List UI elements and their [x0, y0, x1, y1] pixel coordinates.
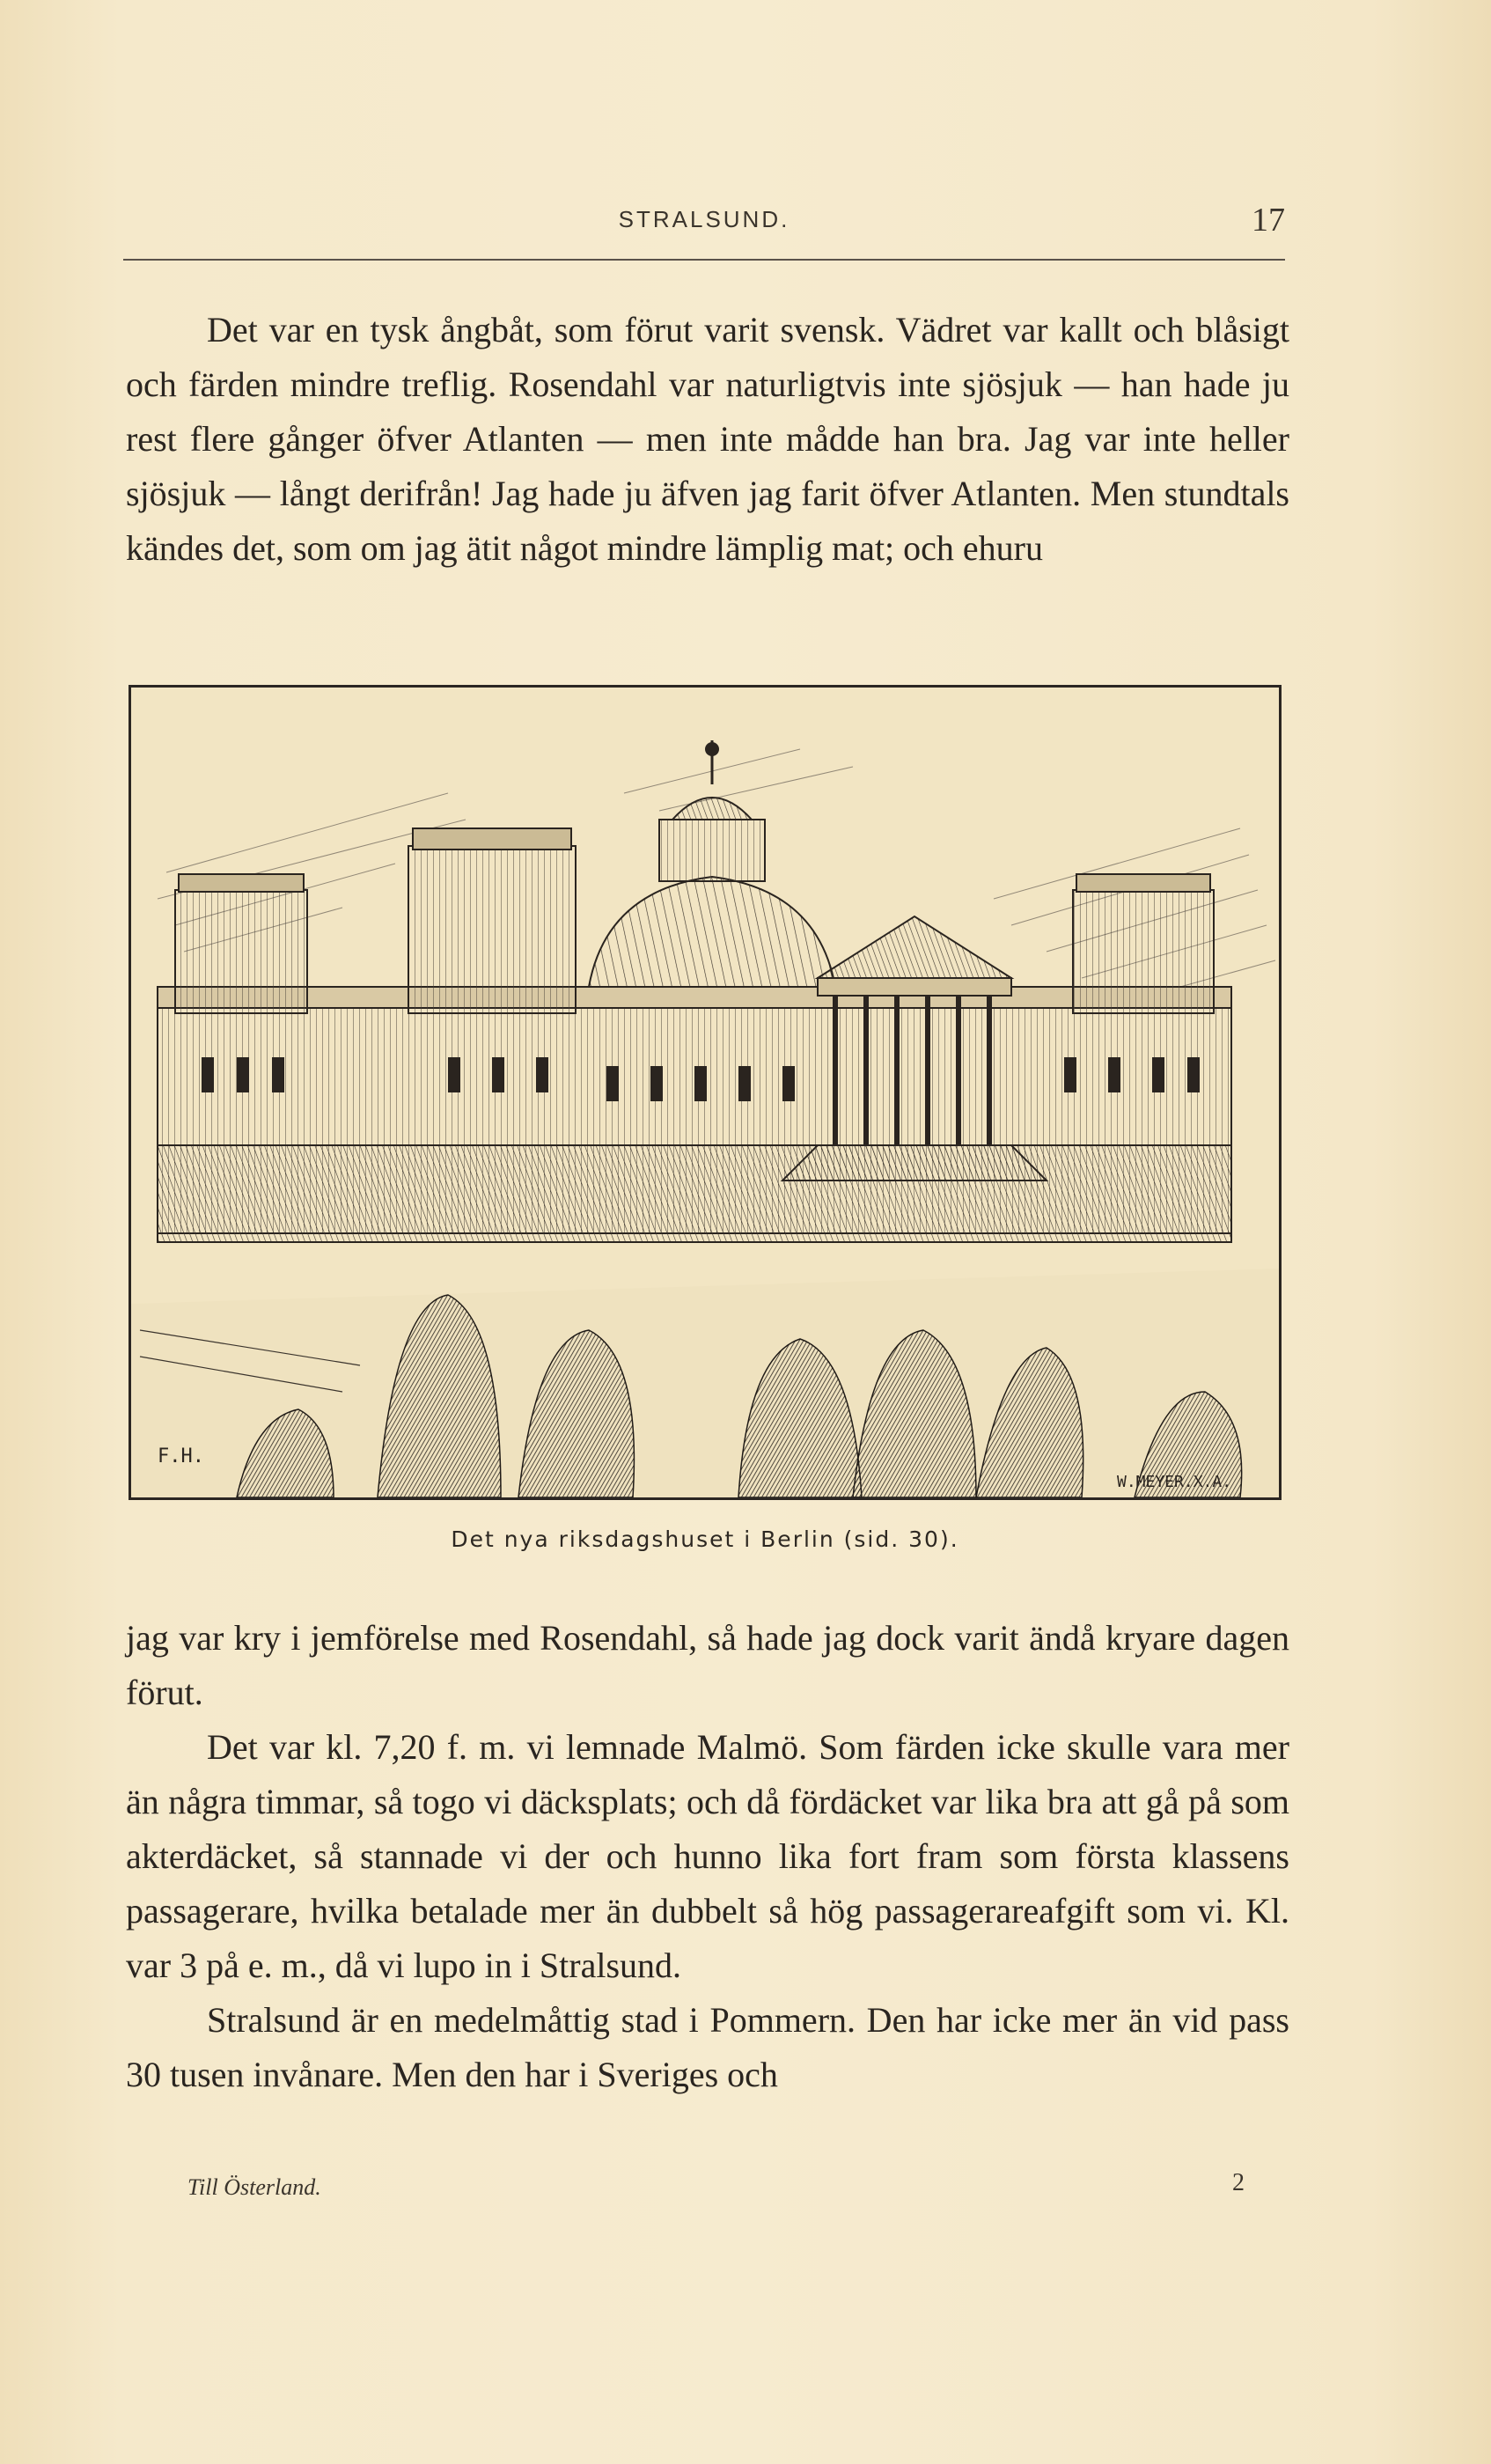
page-number: 17: [1252, 202, 1285, 239]
running-head: [123, 201, 1285, 254]
body-text-bottom: [126, 1611, 1289, 2102]
footer-signature: 2: [1232, 2169, 1245, 2196]
paragraph: Det var en tysk ångbåt, som förut varit svensk. Vädret var kallt och blåsigt och färden mindre treflig. Rosendahl var naturligtvis inte sjösjuk — han hade ju rest flere gånger öfver Atlanten — men inte mådde han bra. Jag var inte heller sjösjuk — långt derifrån! Jag hade ju äfven jag farit öfver Atlanten. Men stundtals kändes det, som om jag ätit något mindre lämplig mat; och ehuru: [126, 310, 1289, 568]
body-text-top: [126, 303, 1289, 576]
figure-caption: Det nya riksdagshuset i Berlin (sid. 30).: [451, 1526, 959, 1552]
illustration-frame: [129, 685, 1282, 1500]
artist-mark-left: F.H.: [158, 1445, 204, 1467]
footer-book-title: Till Österland.: [187, 2174, 321, 2200]
header-rule: [123, 259, 1285, 261]
running-title: STRALSUND.: [618, 206, 790, 232]
paragraph: jag var kry i jemförelse med Rosendahl, så hade jag dock varit ändå kryare dagen förut.: [126, 1618, 1289, 1712]
reichstag-engraving: [131, 688, 1279, 1497]
paragraph: Stralsund är en medelmåttig stad i Pommern. Den har icke mer än vid pass 30 tusen invånare. Men den har i Sveriges och: [126, 2000, 1289, 2094]
artist-mark-right: W.MEYER.X.A.: [1117, 1473, 1232, 1491]
paragraph: Det var kl. 7,20 f. m. vi lemnade Malmö. Som färden icke skulle vara mer än några timmar, så togo vi däcksplats; och då fördäcket var lika bra att gå på som akterdäcket, så stannade vi der och hunno lika fort fram som första klassens passagerare, hvilka betalade mer än dubbelt så hög passagerareafgift som vi. Kl. var 3 på e. m., då vi lupo in i Stralsund.: [126, 1727, 1289, 1985]
